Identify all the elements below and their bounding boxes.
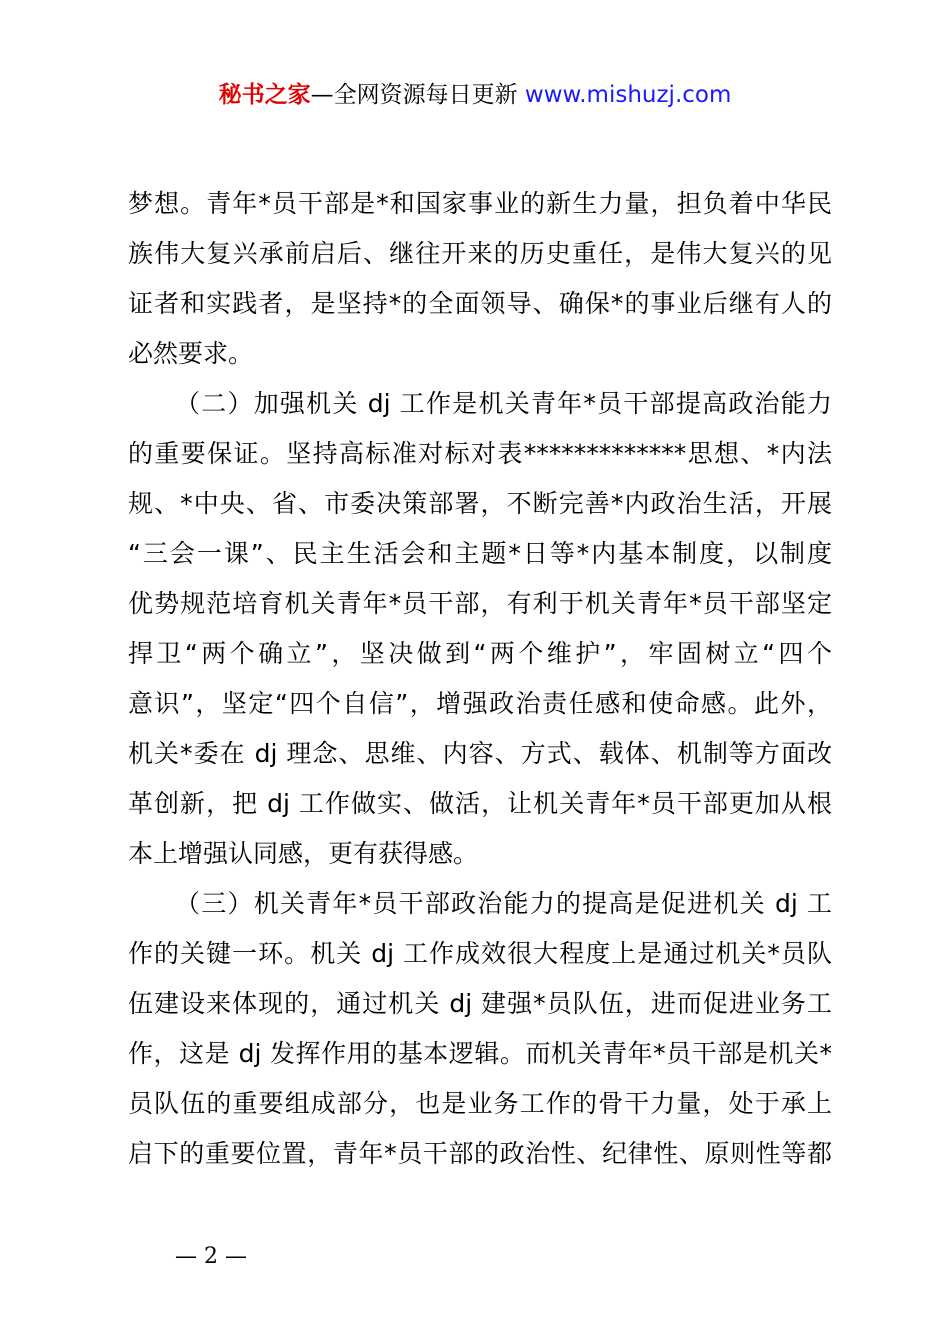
paragraph-heading-line: （二）加强机关 dj 工作是机关青年*员干部提高政治能力: [175, 389, 832, 418]
site-header: [0, 78, 950, 112]
text-line: 的重要保证。坚持高标准对标对表*************思想、*内法: [128, 439, 832, 468]
text-line: “三会一课”、民主生活会和主题*日等*内基本制度，以制度: [128, 539, 832, 568]
paragraph-heading-line: （三）机关青年*员干部政治能力的提高是促进机关 dj 工: [175, 889, 832, 918]
text-line: 伍建设来体现的，通过机关 dj 建强*员队伍，进而促进业务工: [128, 989, 832, 1018]
site-tagline: —全网资源每日更新: [310, 82, 518, 108]
text-line: 梦想。青年*员干部是*和国家事业的新生力量，担负着中华民: [128, 189, 832, 218]
page-number: — 2 —: [175, 1244, 247, 1269]
text-line: 意识”，坚定“四个自信”，增强政治责任感和使命感。此外，: [128, 689, 832, 718]
text-line: 启下的重要位置，青年*员干部的政治性、纪律性、原则性等都: [128, 1139, 832, 1168]
text-line: 机关*委在 dj 理念、思维、内容、方式、载体、机制等方面改: [128, 739, 832, 768]
text-line: 必然要求。: [128, 339, 254, 368]
text-line: 员队伍的重要组成部分，也是业务工作的骨干力量，处于承上: [128, 1089, 832, 1118]
text-line: 本上增强认同感，更有获得感。: [128, 839, 479, 868]
site-brand-name: 秘书之家: [218, 82, 311, 108]
text-line: 革创新，把 dj 工作做实、做活，让机关青年*员干部更加从根: [128, 789, 832, 818]
text-line: 族伟大复兴承前启后、继往开来的历史重任，是伟大复兴的见: [128, 239, 832, 268]
text-line: 作的关键一环。机关 dj 工作成效很大程度上是通过机关*员队: [128, 939, 832, 968]
text-line: 优势规范培育机关青年*员干部，有利于机关青年*员干部坚定: [128, 589, 832, 618]
text-line: 规、*中央、省、市委决策部署，不断完善*内政治生活，开展: [128, 489, 832, 518]
site-url-link[interactable]: www.mishuzj.com: [524, 82, 732, 108]
text-line: 捍卫“两个确立”，坚决做到“两个维护”，牢固树立“四个: [128, 639, 832, 668]
text-line: 证者和实践者，是坚持*的全面领导、确保*的事业后继有人的: [128, 289, 832, 318]
document-body: [128, 179, 832, 1179]
text-line: 作，这是 dj 发挥作用的基本逻辑。而机关青年*员干部是机关*: [128, 1039, 832, 1068]
